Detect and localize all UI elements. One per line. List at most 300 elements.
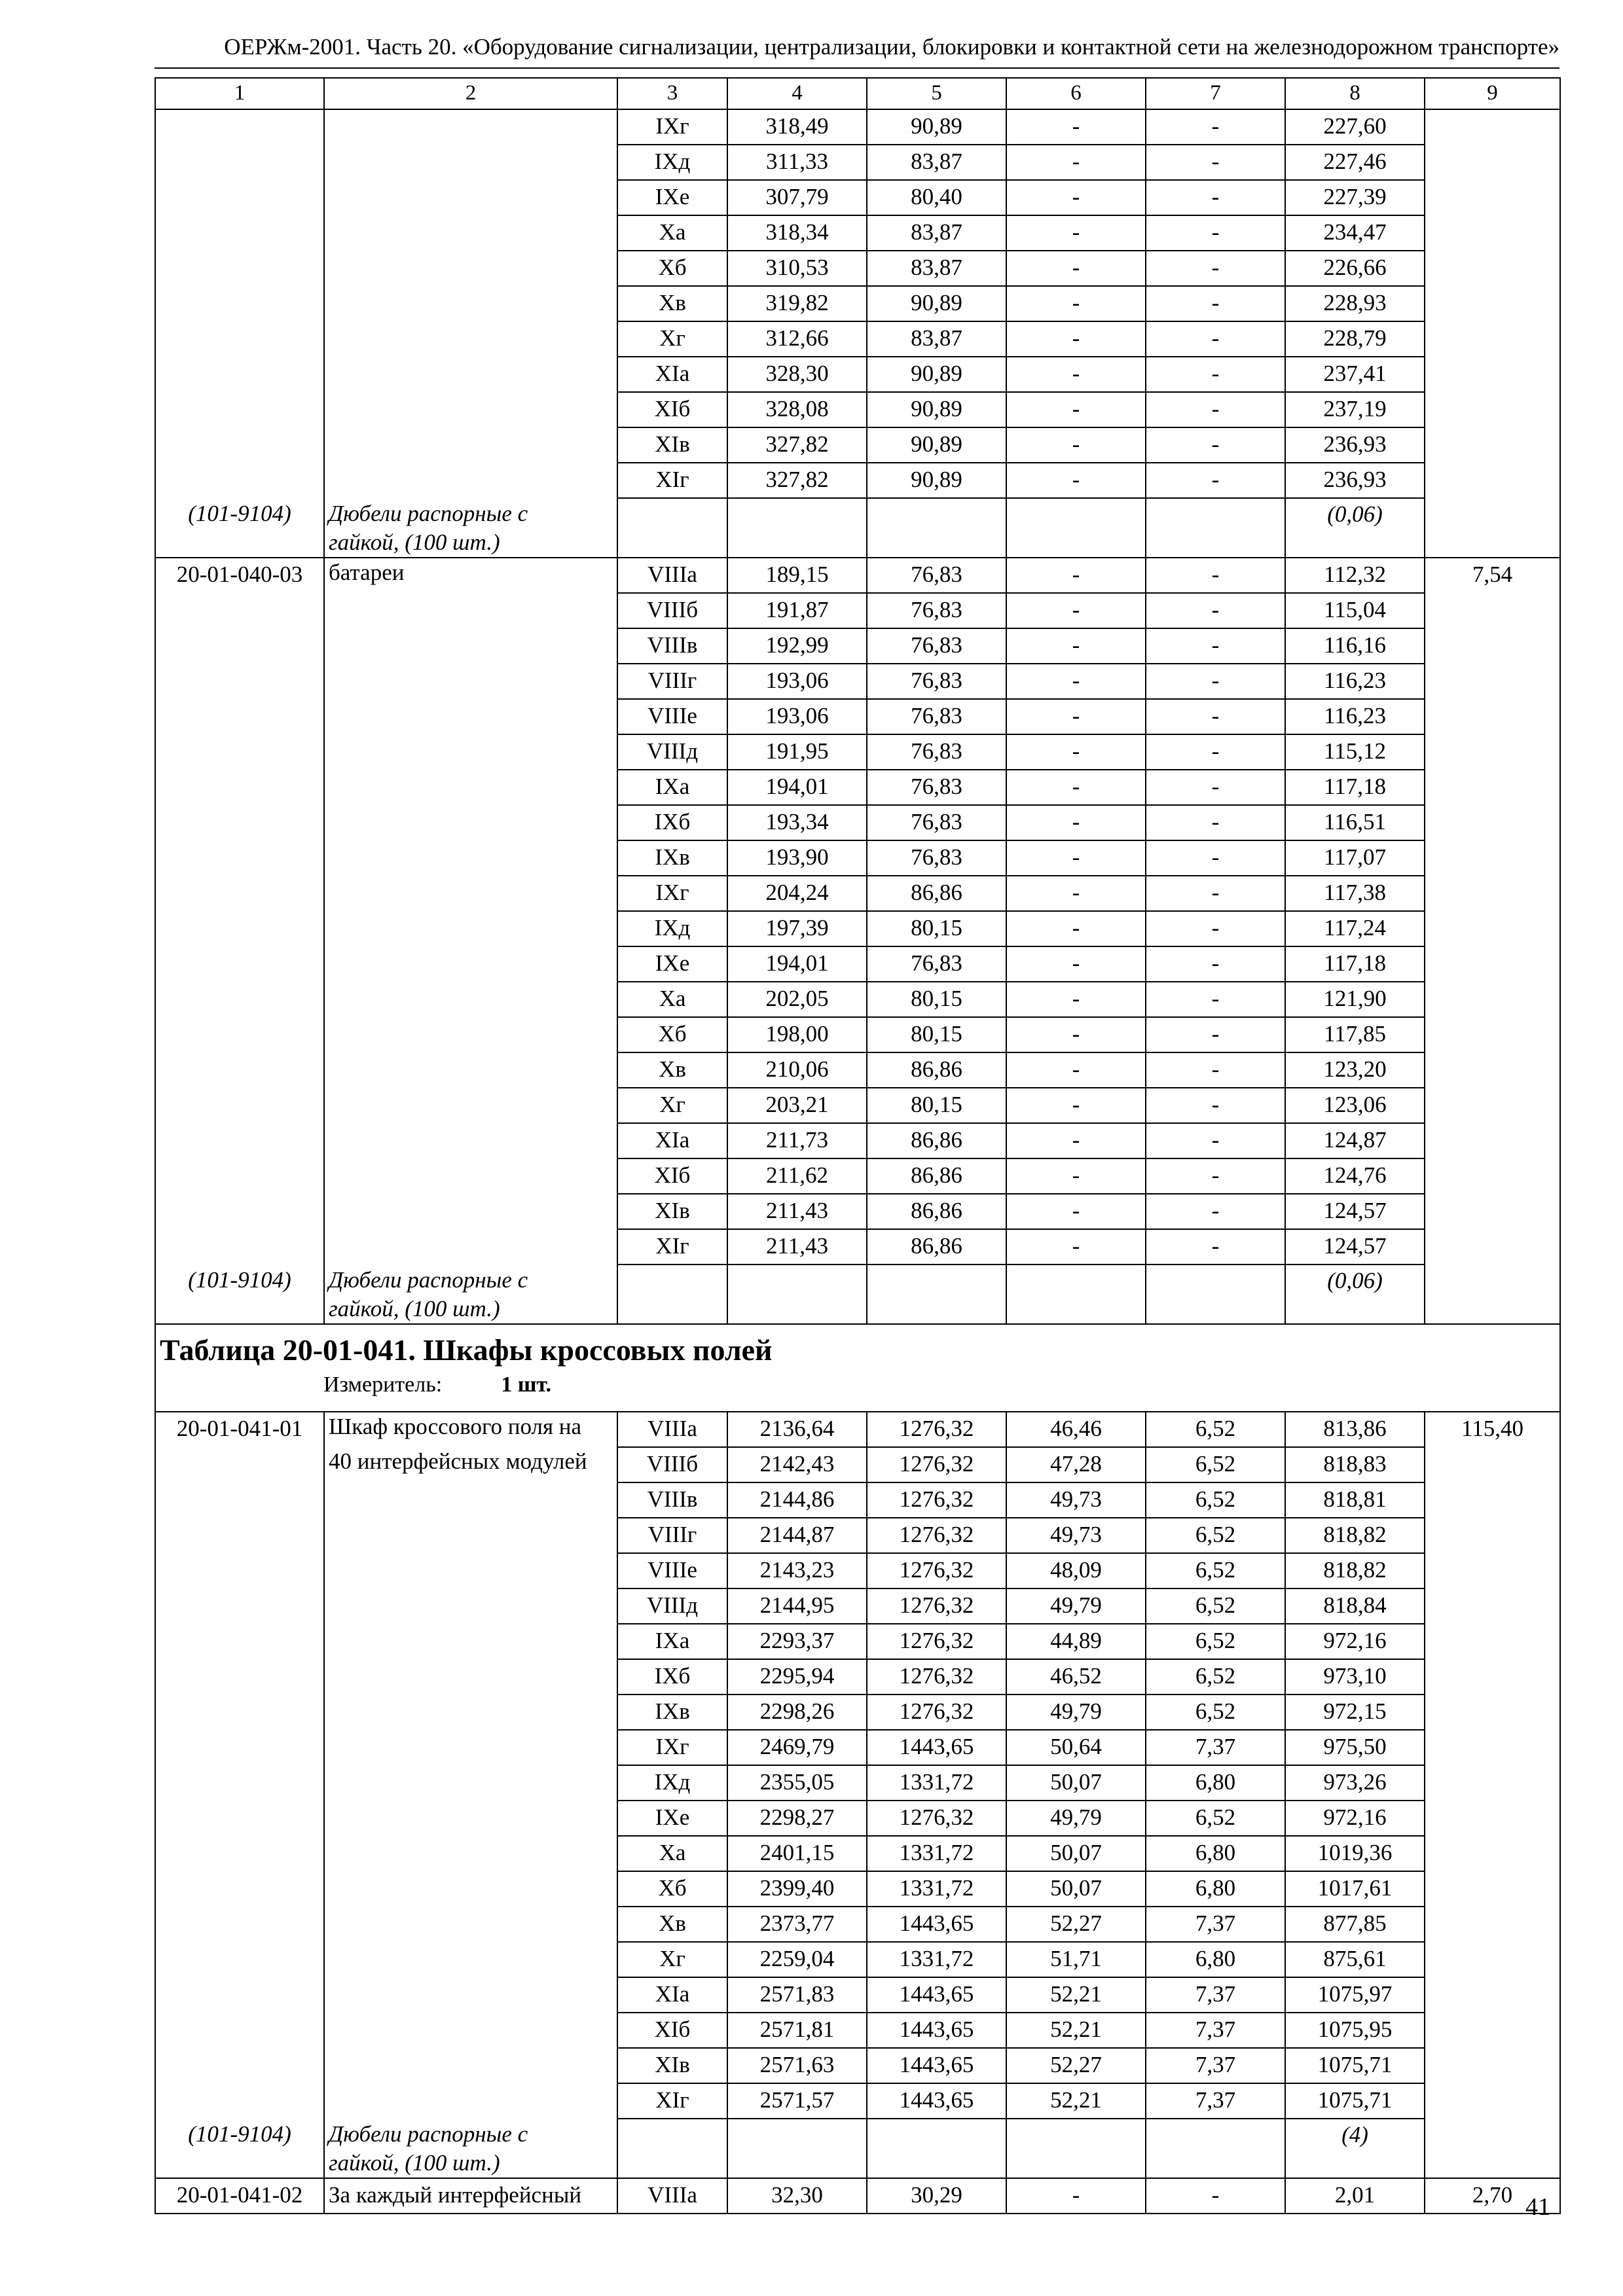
- code-cell: [155, 1088, 324, 1123]
- value-cell: 1017,61: [1285, 1871, 1425, 1907]
- value-cell: 117,85: [1285, 1017, 1425, 1052]
- value-cell: 227,46: [1285, 145, 1425, 180]
- table-row: [155, 1518, 1560, 1553]
- code-cell: [155, 321, 324, 357]
- name-cell: [324, 427, 617, 463]
- name-cell: [324, 770, 617, 805]
- table-row: [155, 180, 1560, 215]
- name-cell: [324, 2013, 617, 2048]
- value-cell: -: [1146, 770, 1285, 805]
- empty-cell: [1425, 2119, 1560, 2178]
- value-cell: 2143,23: [727, 1553, 867, 1588]
- value-cell: 211,62: [727, 1158, 867, 1194]
- value-cell: 2293,37: [727, 1624, 867, 1659]
- table-row: [155, 109, 1560, 145]
- value-cell: -: [1146, 734, 1285, 770]
- wage-cell: [1425, 1942, 1560, 1977]
- value-cell: 2401,15: [727, 1836, 867, 1871]
- wage-cell: [1425, 145, 1560, 180]
- table-row: [155, 876, 1560, 911]
- name-cell: [324, 946, 617, 982]
- wage-cell: [1425, 392, 1560, 427]
- value-cell: -: [1146, 1052, 1285, 1088]
- code-cell: [155, 1801, 324, 1836]
- value-cell: 1443,65: [867, 1977, 1006, 2013]
- value-cell: -: [1146, 463, 1285, 498]
- column-number: 4: [727, 78, 867, 109]
- wage-cell: [1425, 1801, 1560, 1836]
- value-cell: IXе: [617, 946, 727, 982]
- value-cell: -: [1146, 427, 1285, 463]
- value-cell: -: [1146, 911, 1285, 946]
- column-number: 6: [1006, 78, 1146, 109]
- value-cell: 6,80: [1146, 1942, 1285, 1977]
- value-cell: 123,20: [1285, 1052, 1425, 1088]
- table-row: [155, 1447, 1560, 1482]
- code-cell: [155, 840, 324, 876]
- value-cell: -: [1006, 2178, 1146, 2214]
- wage-cell: [1425, 427, 1560, 463]
- value-cell: 49,73: [1006, 1482, 1146, 1518]
- column-number: 9: [1425, 78, 1560, 109]
- value-cell: 327,82: [727, 463, 867, 498]
- value-cell: 227,60: [1285, 109, 1425, 145]
- value-cell: -: [1146, 180, 1285, 215]
- value-cell: IXг: [617, 109, 727, 145]
- value-cell: -: [1006, 286, 1146, 321]
- value-cell: -: [1146, 1088, 1285, 1123]
- table-row: [155, 911, 1560, 946]
- table-row: [155, 2048, 1560, 2083]
- table-row: [155, 1801, 1560, 1836]
- table-row: [155, 1942, 1560, 1977]
- wage-cell: [1425, 1518, 1560, 1553]
- value-cell: 117,38: [1285, 876, 1425, 911]
- table-row: [155, 1765, 1560, 1801]
- value-cell: 7,37: [1146, 1730, 1285, 1765]
- code-cell: [155, 699, 324, 734]
- table-row: [155, 770, 1560, 805]
- value-cell: -: [1006, 946, 1146, 982]
- value-cell: 193,06: [727, 699, 867, 734]
- value-cell: IXг: [617, 876, 727, 911]
- value-cell: 318,49: [727, 109, 867, 145]
- value-cell: 6,52: [1146, 1412, 1285, 1447]
- measure-line: [323, 1372, 1554, 1397]
- value-cell: 124,87: [1285, 1123, 1425, 1158]
- name-cell: [324, 699, 617, 734]
- value-cell: 973,26: [1285, 1765, 1425, 1801]
- code-cell: 20-01-041-02: [155, 2178, 324, 2214]
- code-cell: [155, 1836, 324, 1871]
- value-cell: 1276,32: [867, 1695, 1006, 1730]
- wage-cell: [1425, 321, 1560, 357]
- note-name: [324, 1265, 617, 1324]
- code-cell: [155, 1871, 324, 1907]
- table-row: [155, 463, 1560, 498]
- table-row: [155, 593, 1560, 628]
- value-cell: 237,41: [1285, 357, 1425, 392]
- wage-cell: [1425, 180, 1560, 215]
- value-cell: IXд: [617, 1765, 727, 1801]
- value-cell: 83,87: [867, 215, 1006, 251]
- value-cell: 2,01: [1285, 2178, 1425, 2214]
- value-cell: 49,79: [1006, 1801, 1146, 1836]
- name-cell: [324, 1836, 617, 1871]
- empty-cell: [617, 1265, 727, 1324]
- value-cell: 818,84: [1285, 1588, 1425, 1624]
- value-cell: Xб: [617, 251, 727, 286]
- code-cell: [155, 664, 324, 699]
- empty-cell: [1146, 498, 1285, 558]
- wage-cell: [1425, 1052, 1560, 1088]
- value-cell: -: [1146, 628, 1285, 664]
- value-cell: 1443,65: [867, 2013, 1006, 2048]
- value-cell: XIб: [617, 1158, 727, 1194]
- value-cell: 76,83: [867, 805, 1006, 840]
- page-number: 41: [1525, 2193, 1550, 2221]
- value-cell: 52,27: [1006, 2048, 1146, 2083]
- code-cell: [155, 180, 324, 215]
- empty-cell: [1146, 1265, 1285, 1324]
- wage-cell: [1425, 215, 1560, 251]
- value-cell: 204,24: [727, 876, 867, 911]
- running-header: ОЕРЖм-2001. Часть 20. «Оборудование сигнализации, централизации, блокировки и контактной сети на железнодорожном транспорте»: [224, 34, 1559, 60]
- value-cell: 1019,36: [1285, 1836, 1425, 1871]
- value-cell: -: [1006, 911, 1146, 946]
- value-cell: -: [1146, 840, 1285, 876]
- name-cell: [324, 321, 617, 357]
- value-cell: Xв: [617, 1052, 727, 1088]
- name-cell: За каждый интерфейсный: [324, 2178, 617, 2214]
- value-cell: 972,15: [1285, 1695, 1425, 1730]
- table-row: [155, 1553, 1560, 1588]
- empty-cell: [867, 1265, 1006, 1324]
- value-cell: -: [1006, 558, 1146, 593]
- table-row: [155, 392, 1560, 427]
- value-cell: IXд: [617, 145, 727, 180]
- table-title: Таблица 20-01-041. Шкафы кроссовых полей: [160, 1333, 773, 1367]
- value-cell: 226,66: [1285, 251, 1425, 286]
- value-cell: 234,47: [1285, 215, 1425, 251]
- value-cell: 115,04: [1285, 593, 1425, 628]
- table-row: [155, 145, 1560, 180]
- value-cell: -: [1146, 2178, 1285, 2214]
- table-row: [155, 1836, 1560, 1871]
- value-cell: 193,90: [727, 840, 867, 876]
- value-cell: XIб: [617, 2013, 727, 2048]
- wage-cell: [1425, 251, 1560, 286]
- value-cell: 227,39: [1285, 180, 1425, 215]
- value-cell: VIIIб: [617, 1447, 727, 1482]
- value-cell: IXб: [617, 805, 727, 840]
- table-row: [155, 357, 1560, 392]
- value-cell: 328,30: [727, 357, 867, 392]
- value-cell: 50,64: [1006, 1730, 1146, 1765]
- table-row: [155, 946, 1560, 982]
- value-cell: 1276,32: [867, 1553, 1006, 1588]
- value-cell: 1443,65: [867, 1730, 1006, 1765]
- code-cell: [155, 1158, 324, 1194]
- value-cell: -: [1146, 357, 1285, 392]
- measure-label: Измеритель:: [323, 1372, 443, 1397]
- column-number: 7: [1146, 78, 1285, 109]
- name-cell: [324, 1801, 617, 1836]
- code-cell: [155, 946, 324, 982]
- value-cell: -: [1006, 180, 1146, 215]
- table-row: [155, 1907, 1560, 1942]
- wage-cell: 7,54: [1425, 558, 1560, 593]
- value-cell: 90,89: [867, 109, 1006, 145]
- value-cell: 1276,32: [867, 1659, 1006, 1695]
- wage-cell: 115,40: [1425, 1412, 1560, 1447]
- code-cell: [155, 628, 324, 664]
- name-cell: [324, 2048, 617, 2083]
- wage-cell: [1425, 1730, 1560, 1765]
- value-cell: -: [1006, 215, 1146, 251]
- value-cell: 52,27: [1006, 1907, 1146, 1942]
- value-cell: -: [1006, 463, 1146, 498]
- value-cell: 189,15: [727, 558, 867, 593]
- name-cell: [324, 1017, 617, 1052]
- value-cell: 191,87: [727, 593, 867, 628]
- name-cell: [324, 1052, 617, 1088]
- table-row: [155, 1695, 1560, 1730]
- code-cell: [155, 2013, 324, 2048]
- wage-cell: [1425, 1553, 1560, 1588]
- wage-cell: [1425, 734, 1560, 770]
- wage-cell: [1425, 1447, 1560, 1482]
- value-cell: 2399,40: [727, 1871, 867, 1907]
- rates-table: [155, 77, 1561, 2214]
- code-cell: 20-01-041-01: [155, 1412, 324, 1447]
- name-cell: [324, 1588, 617, 1624]
- value-cell: 327,82: [727, 427, 867, 463]
- value-cell: 1443,65: [867, 2048, 1006, 2083]
- material-note-row: [155, 2119, 1560, 2178]
- value-cell: VIIIв: [617, 1482, 727, 1518]
- code-cell: [155, 109, 324, 145]
- wage-cell: [1425, 1836, 1560, 1871]
- table-row: [155, 2013, 1560, 2048]
- value-cell: 6,52: [1146, 1553, 1285, 1588]
- wage-cell: 2,70: [1425, 2178, 1560, 2214]
- wage-cell: [1425, 2083, 1560, 2119]
- empty-cell: [1146, 2119, 1285, 2178]
- value-cell: VIIIе: [617, 1553, 727, 1588]
- code-cell: [155, 1588, 324, 1624]
- value-cell: XIа: [617, 1977, 727, 2013]
- code-cell: [155, 1942, 324, 1977]
- value-cell: 2571,57: [727, 2083, 867, 2119]
- value-cell: 124,57: [1285, 1229, 1425, 1265]
- value-cell: IXв: [617, 1695, 727, 1730]
- empty-cell: [867, 2119, 1006, 2178]
- value-cell: 1075,95: [1285, 2013, 1425, 2048]
- value-cell: 76,83: [867, 734, 1006, 770]
- name-cell: [324, 1942, 617, 1977]
- note-name-line: Дюбели распорные с: [329, 501, 528, 526]
- table-row: [155, 1123, 1560, 1158]
- value-cell: 52,21: [1006, 2013, 1146, 2048]
- value-cell: Xа: [617, 215, 727, 251]
- code-cell: [155, 1730, 324, 1765]
- value-cell: 1276,32: [867, 1412, 1006, 1447]
- wage-cell: [1425, 1017, 1560, 1052]
- value-cell: 80,15: [867, 1017, 1006, 1052]
- value-cell: 76,83: [867, 840, 1006, 876]
- code-cell: [155, 1765, 324, 1801]
- value-cell: 76,83: [867, 628, 1006, 664]
- value-cell: 210,06: [727, 1052, 867, 1088]
- code-cell: [155, 463, 324, 498]
- value-cell: VIIIг: [617, 1518, 727, 1553]
- note-name-line: Дюбели распорные с: [329, 1267, 528, 1293]
- empty-cell: [727, 498, 867, 558]
- value-cell: 90,89: [867, 392, 1006, 427]
- value-cell: 1331,72: [867, 1871, 1006, 1907]
- value-cell: IXа: [617, 1624, 727, 1659]
- value-cell: 6,52: [1146, 1695, 1285, 1730]
- value-cell: -: [1146, 251, 1285, 286]
- value-cell: 6,80: [1146, 1871, 1285, 1907]
- value-cell: 875,61: [1285, 1942, 1425, 1977]
- wage-cell: [1425, 946, 1560, 982]
- value-cell: 6,52: [1146, 1447, 1285, 1482]
- code-cell: [155, 1194, 324, 1229]
- value-cell: 202,05: [727, 982, 867, 1017]
- value-cell: VIIIд: [617, 734, 727, 770]
- name-cell: [324, 805, 617, 840]
- value-cell: -: [1006, 321, 1146, 357]
- value-cell: -: [1006, 593, 1146, 628]
- value-cell: 6,52: [1146, 1801, 1285, 1836]
- note-value: (4): [1285, 2119, 1425, 2178]
- value-cell: 2571,81: [727, 2013, 867, 2048]
- value-cell: 52,21: [1006, 2083, 1146, 2119]
- value-cell: 49,79: [1006, 1588, 1146, 1624]
- value-cell: 7,37: [1146, 1977, 1285, 2013]
- value-cell: 76,83: [867, 699, 1006, 734]
- value-cell: 117,24: [1285, 911, 1425, 946]
- value-cell: 46,46: [1006, 1412, 1146, 1447]
- code-cell: 20-01-040-03: [155, 558, 324, 593]
- value-cell: 972,16: [1285, 1624, 1425, 1659]
- value-cell: 51,71: [1006, 1942, 1146, 1977]
- name-cell: [324, 1229, 617, 1265]
- name-cell: [324, 1730, 617, 1765]
- value-cell: 1075,71: [1285, 2083, 1425, 2119]
- column-number: 8: [1285, 78, 1425, 109]
- value-cell: 877,85: [1285, 1907, 1425, 1942]
- value-cell: XIг: [617, 1229, 727, 1265]
- wage-cell: [1425, 770, 1560, 805]
- value-cell: 1276,32: [867, 1588, 1006, 1624]
- value-cell: IXв: [617, 840, 727, 876]
- value-cell: 76,83: [867, 664, 1006, 699]
- value-cell: 117,18: [1285, 946, 1425, 982]
- value-cell: 76,83: [867, 946, 1006, 982]
- value-cell: -: [1006, 699, 1146, 734]
- wage-cell: [1425, 1229, 1560, 1265]
- value-cell: -: [1146, 1123, 1285, 1158]
- table-row: [155, 1412, 1560, 1447]
- empty-cell: [1425, 498, 1560, 558]
- wage-cell: [1425, 1907, 1560, 1942]
- table-row: [155, 1088, 1560, 1123]
- value-cell: 972,16: [1285, 1801, 1425, 1836]
- wage-cell: [1425, 1194, 1560, 1229]
- wage-cell: [1425, 109, 1560, 145]
- value-cell: 2259,04: [727, 1942, 867, 1977]
- value-cell: -: [1006, 109, 1146, 145]
- value-cell: -: [1146, 946, 1285, 982]
- empty-cell: [867, 498, 1006, 558]
- value-cell: IXг: [617, 1730, 727, 1765]
- name-line: Шкаф кроссового поля на: [329, 1414, 582, 1439]
- value-cell: 2298,27: [727, 1801, 867, 1836]
- value-cell: XIб: [617, 392, 727, 427]
- table-row: [155, 1482, 1560, 1518]
- value-cell: Xа: [617, 1836, 727, 1871]
- value-cell: 1276,32: [867, 1624, 1006, 1659]
- wage-cell: [1425, 911, 1560, 946]
- table-row: [155, 1624, 1560, 1659]
- value-cell: -: [1006, 1158, 1146, 1194]
- name-cell: [324, 1871, 617, 1907]
- wage-cell: [1425, 1659, 1560, 1695]
- note-value: (0,06): [1285, 498, 1425, 558]
- code-cell: [155, 1447, 324, 1482]
- value-cell: -: [1146, 558, 1285, 593]
- column-number: 2: [324, 78, 617, 109]
- code-cell: [155, 1659, 324, 1695]
- value-cell: -: [1006, 427, 1146, 463]
- value-cell: 6,52: [1146, 1482, 1285, 1518]
- value-cell: 44,89: [1006, 1624, 1146, 1659]
- value-cell: 973,10: [1285, 1659, 1425, 1695]
- table-title-cell: [155, 1324, 1560, 1412]
- value-cell: -: [1006, 982, 1146, 1017]
- value-cell: Xв: [617, 1907, 727, 1942]
- name-cell: [324, 1977, 617, 2013]
- value-cell: 818,82: [1285, 1553, 1425, 1588]
- value-cell: VIIIе: [617, 699, 727, 734]
- material-note-row: [155, 1265, 1560, 1324]
- name-cell: [324, 180, 617, 215]
- value-cell: 228,93: [1285, 286, 1425, 321]
- value-cell: 975,50: [1285, 1730, 1425, 1765]
- value-cell: Xб: [617, 1017, 727, 1052]
- value-cell: 46,52: [1006, 1659, 1146, 1695]
- table-row: [155, 1052, 1560, 1088]
- name-cell: [324, 734, 617, 770]
- value-cell: 1075,97: [1285, 1977, 1425, 2013]
- table-row: [155, 1229, 1560, 1265]
- value-cell: -: [1146, 1194, 1285, 1229]
- value-cell: 6,52: [1146, 1659, 1285, 1695]
- code-cell: [155, 2083, 324, 2119]
- value-cell: 76,83: [867, 593, 1006, 628]
- value-cell: -: [1146, 321, 1285, 357]
- value-cell: -: [1006, 770, 1146, 805]
- wage-cell: [1425, 982, 1560, 1017]
- table-row: [155, 1977, 1560, 2013]
- value-cell: -: [1146, 876, 1285, 911]
- empty-cell: [1006, 1265, 1146, 1324]
- name-cell: [324, 1659, 617, 1695]
- code-cell: [155, 876, 324, 911]
